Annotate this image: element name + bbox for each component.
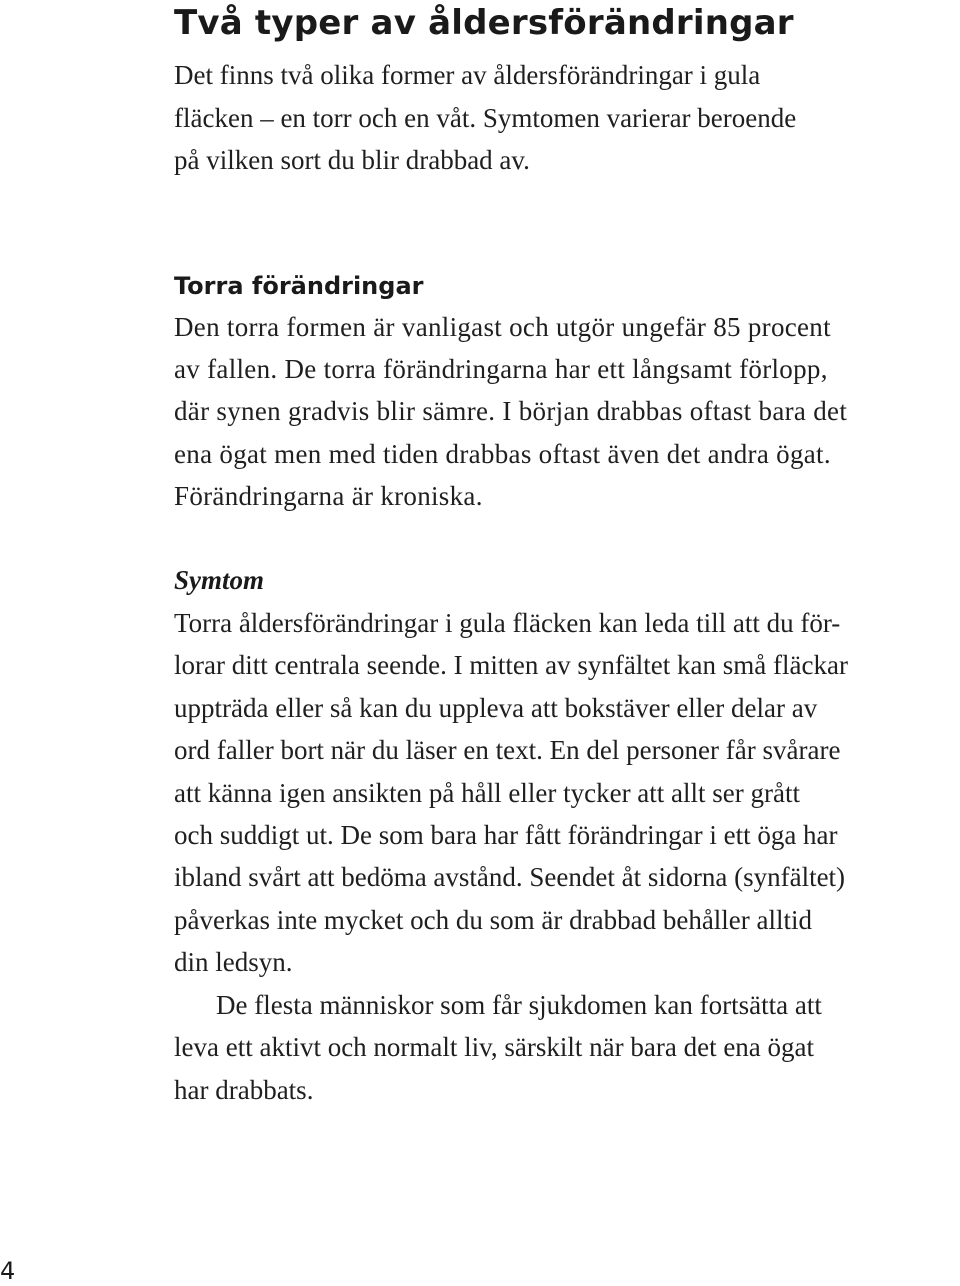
symptoms-heading: Symtom xyxy=(174,565,265,595)
text-line: att känna igen ansikten på håll eller tycker att allt ser grått xyxy=(174,777,800,808)
page-title: Två typer av åldersförändringar xyxy=(174,3,794,43)
dry-changes-heading: Torra förändringar xyxy=(174,272,424,300)
text-line: ibland svårt att bedöma avstånd. Seendet åt sidorna (synfältet) xyxy=(174,862,846,893)
page-number: 4 xyxy=(0,1257,16,1285)
text-line: har drabbats. xyxy=(174,1074,314,1105)
text-line: lorar ditt centrala seende. I mitten av synfältet kan små fläckar xyxy=(174,650,848,681)
text-line: din ledsyn. xyxy=(174,947,293,978)
text-line: fläcken – en torr och en våt. Symtomen varierar beroende xyxy=(174,102,797,133)
text-line: De flesta människor som får sjukdomen kan fortsätta att xyxy=(216,990,822,1020)
text-line: och suddigt ut. De som bara har fått förändringar i ett öga har xyxy=(174,820,838,851)
text-line: påverkas inte mycket och du som är drabbad behåller alltid xyxy=(174,904,813,935)
dry-changes-paragraph xyxy=(174,306,847,517)
text-line: av fallen. De torra förändringarna har ett långsamt förlopp, xyxy=(174,354,828,385)
text-line: uppträda eller så kan du uppleva att bokstäver eller delar av xyxy=(174,692,818,723)
text-line: Torra åldersförändringar i gula fläcken kan leda till att du för- xyxy=(174,608,841,638)
text-line: Den torra formen är vanligast och utgör ungefär 85 procent xyxy=(174,312,831,342)
text-line: ord faller bort när du läser en text. En del personer får svårare xyxy=(174,735,841,766)
text-line: Det finns två olika former av åldersförändringar i gula xyxy=(174,60,761,90)
text-line: på vilken sort du blir drabbad av. xyxy=(174,145,530,175)
symptoms-paragraph xyxy=(174,602,848,984)
text-line: ena ögat men med tiden drabbas oftast även det andra ögat. xyxy=(174,438,831,469)
outlook-paragraph xyxy=(174,984,822,1111)
intro-paragraph xyxy=(174,54,796,182)
text-line: Förändringarna är kroniska. xyxy=(174,480,483,511)
text-line: leva ett aktivt och normalt liv, särskilt när bara det ena ögat xyxy=(174,1032,815,1063)
text-line: där synen gradvis blir sämre. I början drabbas oftast bara det xyxy=(174,396,848,427)
